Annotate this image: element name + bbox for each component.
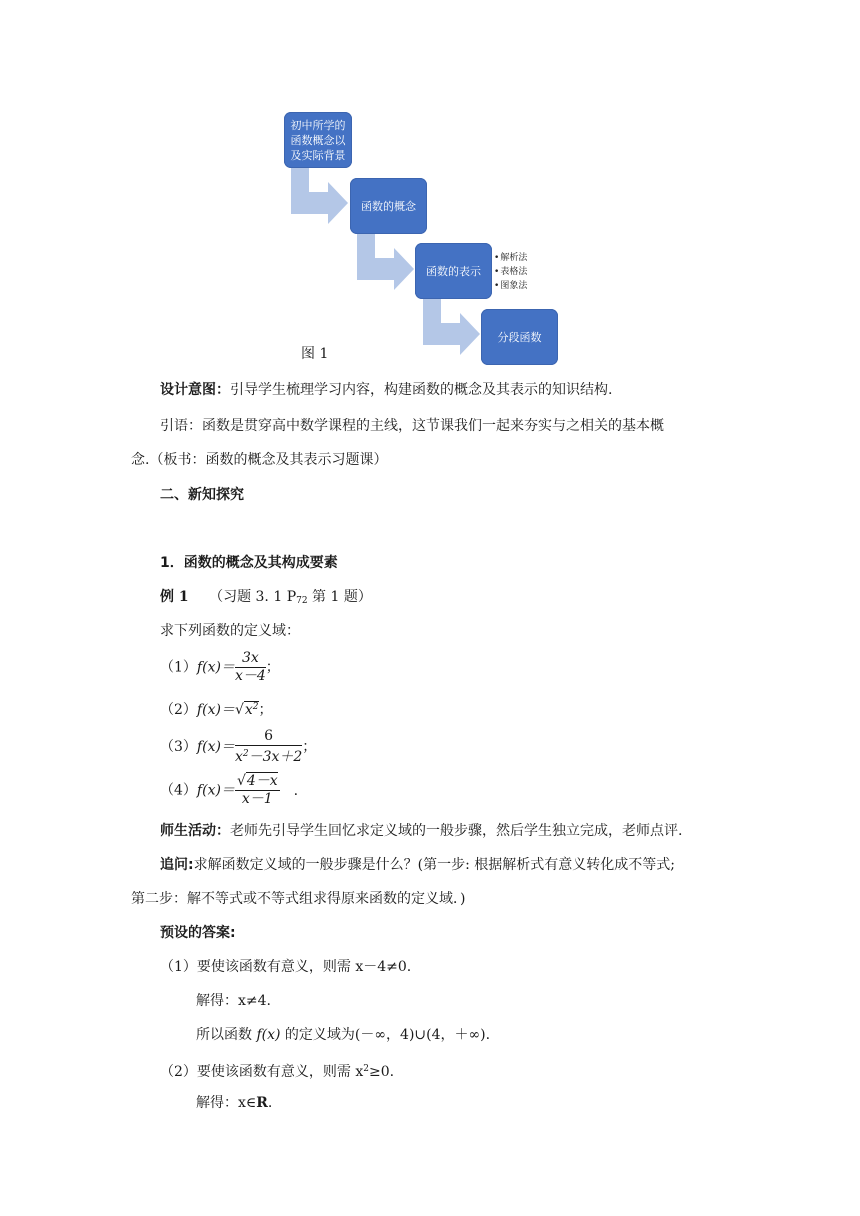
representation-methods-list [494,251,527,293]
exponent: 2 [252,702,259,712]
numerator: 3x [235,650,266,668]
intro-line-2: 念.（板书：函数的概念及其表示习题课） [131,452,388,468]
item-number: （1） [160,659,197,676]
function-lhs: f(x)＝ [196,659,235,676]
design-intent-paragraph [160,380,612,400]
followup-label: 追问: [160,857,194,873]
answer-1-line-2: 解得：x≠4. [196,993,271,1009]
sqrt-sign: √ [234,702,244,718]
fraction [235,650,266,685]
fraction [235,773,280,808]
example-source-post: 第 1 题） [307,589,372,605]
denominator [235,746,302,766]
example-label: 例 1 [160,589,189,605]
item-number: （4） [160,782,197,799]
answer-2-line-2 [196,1093,272,1113]
denominator: x－4 [234,668,266,684]
activity-text: 老师先引导学生回忆求定义域的一般步骤，然后学生独立完成，老师点评. [230,823,683,839]
radicand-base: x [244,702,253,718]
answer-2-line-1 [160,1059,394,1082]
answer-text: 的定义域为(－∞，4)∪(4，＋∞). [280,1027,491,1043]
followup-text: 求解函数定义域的一般步骤是什么？(第一步: 根据解析式有意义转化成不等式; [193,857,675,873]
flow-box-label: 函数的概念 [361,199,416,213]
numerator: 6 [235,728,302,746]
problem-item-2 [160,697,273,720]
function-lhs: f(x)＝ [196,782,235,799]
answer-function: f(x) [256,1027,281,1043]
followup-line-1 [160,855,675,875]
problem-item-4 [160,773,298,808]
example-source [209,589,372,605]
activity-label: 师生活动： [160,823,230,839]
flow-box-piecewise [481,309,558,365]
answer-text: （2）要使该函数有意义，则需 x [160,1064,364,1080]
answer-text: 所以函数 [196,1027,257,1043]
item-number: （2） [160,702,197,718]
item-end: . [293,782,299,799]
bullet-item: • 图象法 [494,279,527,293]
flow-box-function-concept [350,178,427,234]
example-source-page: 72 [296,596,308,606]
numerator [235,773,280,791]
denominator-exponent: 2 [242,749,249,759]
item-end: ； [302,739,317,755]
flow-arrow-1 [291,168,348,224]
design-intent-text: 引导学生梳理学习内容，构建函数的概念及其表示的知识结构. [230,382,613,398]
flow-box-label: 初中所学的函数概念以及实际背景 [290,118,346,162]
activity-paragraph [160,821,682,841]
flow-box-label: 分段函数 [497,330,542,344]
flow-box-label: 函数的表示 [426,264,481,278]
example-1-header [160,587,372,611]
flow-arrow-2 [357,234,414,290]
bullet-item: • 解析法 [494,251,527,265]
sqrt-sign: √ [236,773,246,789]
flow-arrow-3 [423,299,480,355]
radicand: 4－x [246,773,278,789]
answer-text: 解得：x∈ [196,1095,257,1111]
fraction [235,728,302,766]
subsection-heading: 1．函数的概念及其构成要素 [160,555,338,571]
followup-line-2: 第二步：解不等式或不等式组求得原来函数的定义域．) [131,891,466,907]
answer-exponent: 2 [363,1064,369,1074]
bullet-item: • 表格法 [494,265,527,279]
denominator: x－1 [241,791,273,807]
item-number: （3） [160,739,197,755]
problem-item-3 [160,728,316,766]
figure-caption: 图 1 [301,346,329,362]
item-end: ； [258,702,273,718]
radicand [244,701,259,718]
flow-box-representation [415,243,492,299]
function-lhs: f(x)＝ [196,702,235,718]
answer-text: . [267,1095,273,1111]
flow-box-junior-concept [284,112,352,168]
design-intent-label: 设计意图： [160,382,230,398]
real-set-symbol: R [256,1095,268,1111]
task-text: 求下列函数的定义域： [160,623,300,639]
flowchart-arrows [0,0,860,380]
item-end: ； [265,659,280,676]
denominator-var: x [234,749,243,765]
answer-1-line-3 [196,1025,490,1045]
section-heading: 二、新知探究 [160,487,244,503]
problem-item-1 [160,650,280,685]
function-lhs: f(x)＝ [196,739,235,755]
answer-1-line-1: （1）要使该函数有意义，则需 x－4≠0. [160,959,412,975]
intro-line-1: 引语：函数是贯穿高中数学课程的主线，这节课我们一起来夯实与之相关的基本概 [160,418,664,434]
preset-answer-heading: 预设的答案: [160,925,236,941]
example-source-pre: （习题 3. 1 P [209,589,297,605]
answer-text: ≥0. [369,1064,395,1080]
denominator-rest: －3x＋2 [248,749,303,765]
